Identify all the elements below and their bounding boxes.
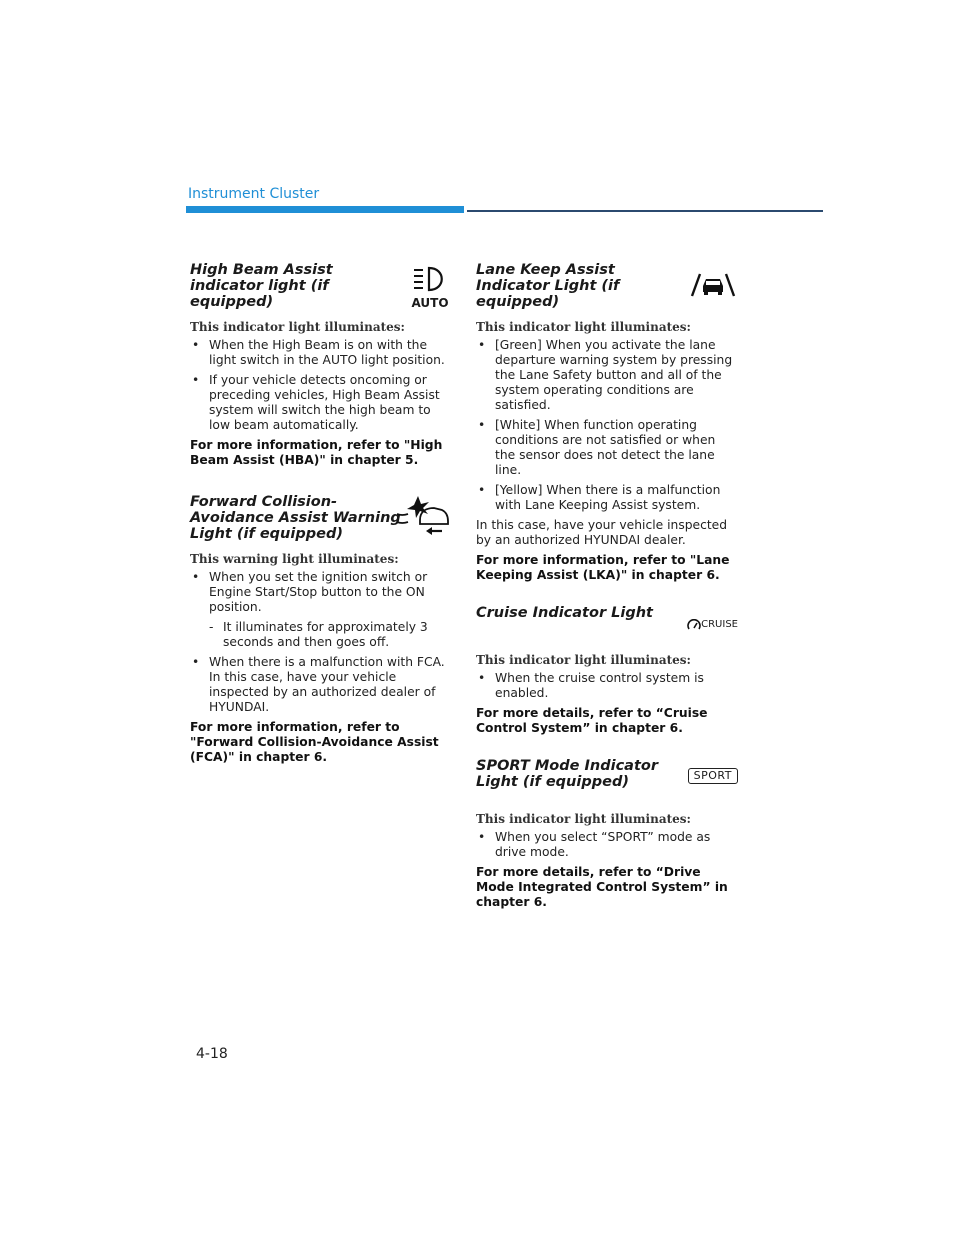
fca-section	[190, 494, 452, 765]
header-rule	[467, 210, 823, 212]
cruise-section	[476, 605, 738, 736]
cruise-label: CRUISE	[701, 619, 738, 630]
sport-mode-icon	[688, 764, 738, 784]
auto-label: AUTO	[411, 296, 449, 310]
lka-title: Lane Keep Assist Indicator Light (if equipped)	[476, 262, 620, 310]
running-header: Instrument Cluster	[188, 186, 320, 202]
lka-note: In this case, have your vehicle inspected by an authorized HYUNDAI dealer.	[476, 518, 728, 547]
left-column	[190, 262, 452, 785]
sport-lead: This indicator light illuminates:	[476, 812, 691, 826]
fca-reference: For more information, refer to "Forward Collision-Avoidance Assist (FCA)" in chapter 6.	[190, 720, 439, 764]
hba-lead: This indicator light illuminates:	[190, 320, 405, 334]
sport-label: SPORT	[688, 768, 738, 784]
list-item: • [Green] When you activate the lane departure warning system by pressing the Lane Safety button and all of the system operating conditions are satisfied.	[476, 338, 738, 413]
list-item: • [Yellow] When there is a malfunction with Lane Keeping Assist system.	[476, 483, 738, 513]
list-item: • When the High Beam is on with the light switch in the AUTO light position.	[190, 338, 452, 368]
lka-lead: This indicator light illuminates:	[476, 320, 691, 334]
list-item	[190, 570, 452, 650]
list-item: • [White] When function operating conditions are not satisfied or when the sensor does not detect the lane line.	[476, 418, 738, 478]
right-column	[476, 262, 738, 930]
lane-keep-icon	[688, 270, 738, 302]
hba-title: High Beam Assist indicator light (if equipped)	[190, 262, 333, 310]
list-item: • If your vehicle detects oncoming or preceding vehicles, High Beam Assist system will switch the high beam to low beam automatically.	[190, 373, 452, 433]
cruise-reference: For more details, refer to “Cruise Control System” in chapter 6.	[476, 706, 708, 735]
fca-lead: This warning light illuminates:	[190, 552, 399, 566]
collision-warning-icon	[394, 494, 450, 540]
high-beam-auto-icon	[408, 266, 452, 309]
lka-reference: For more information, refer to "Lane Keeping Assist (LKA)" in chapter 6.	[476, 553, 730, 582]
header-accent-bar	[186, 206, 464, 213]
sport-reference: For more details, refer to “Drive Mode Integrated Control System” in chapter 6.	[476, 865, 728, 909]
fca-title: Forward Collision-Avoidance Assist Warning Light (if equipped)	[190, 494, 401, 542]
lka-section	[476, 262, 738, 583]
list-item: • When you select “SPORT” mode as drive mode.	[476, 830, 738, 860]
fca-sub-item: - It illuminates for approximately 3 seconds and then goes off.	[209, 620, 452, 650]
sport-section	[476, 758, 738, 910]
list-item: • When there is a malfunction with FCA. In this case, have your vehicle inspected by an authorized dealer of HYUNDAI.	[190, 655, 452, 715]
hba-section	[190, 262, 452, 468]
cruise-title: Cruise Indicator Light	[476, 605, 653, 621]
fca-bullet-text: When you set the ignition switch or Engine Start/Stop button to the ON position.	[209, 570, 428, 614]
hba-reference: For more information, refer to "High Beam Assist (HBA)" in chapter 5.	[190, 438, 443, 467]
page-number: 4-18	[196, 1046, 228, 1062]
cruise-lead: This indicator light illuminates:	[476, 653, 691, 667]
cruise-icon	[687, 614, 738, 633]
list-item: • When the cruise control system is enabled.	[476, 671, 738, 701]
sport-title: SPORT Mode Indicator Light (if equipped)	[476, 758, 658, 790]
